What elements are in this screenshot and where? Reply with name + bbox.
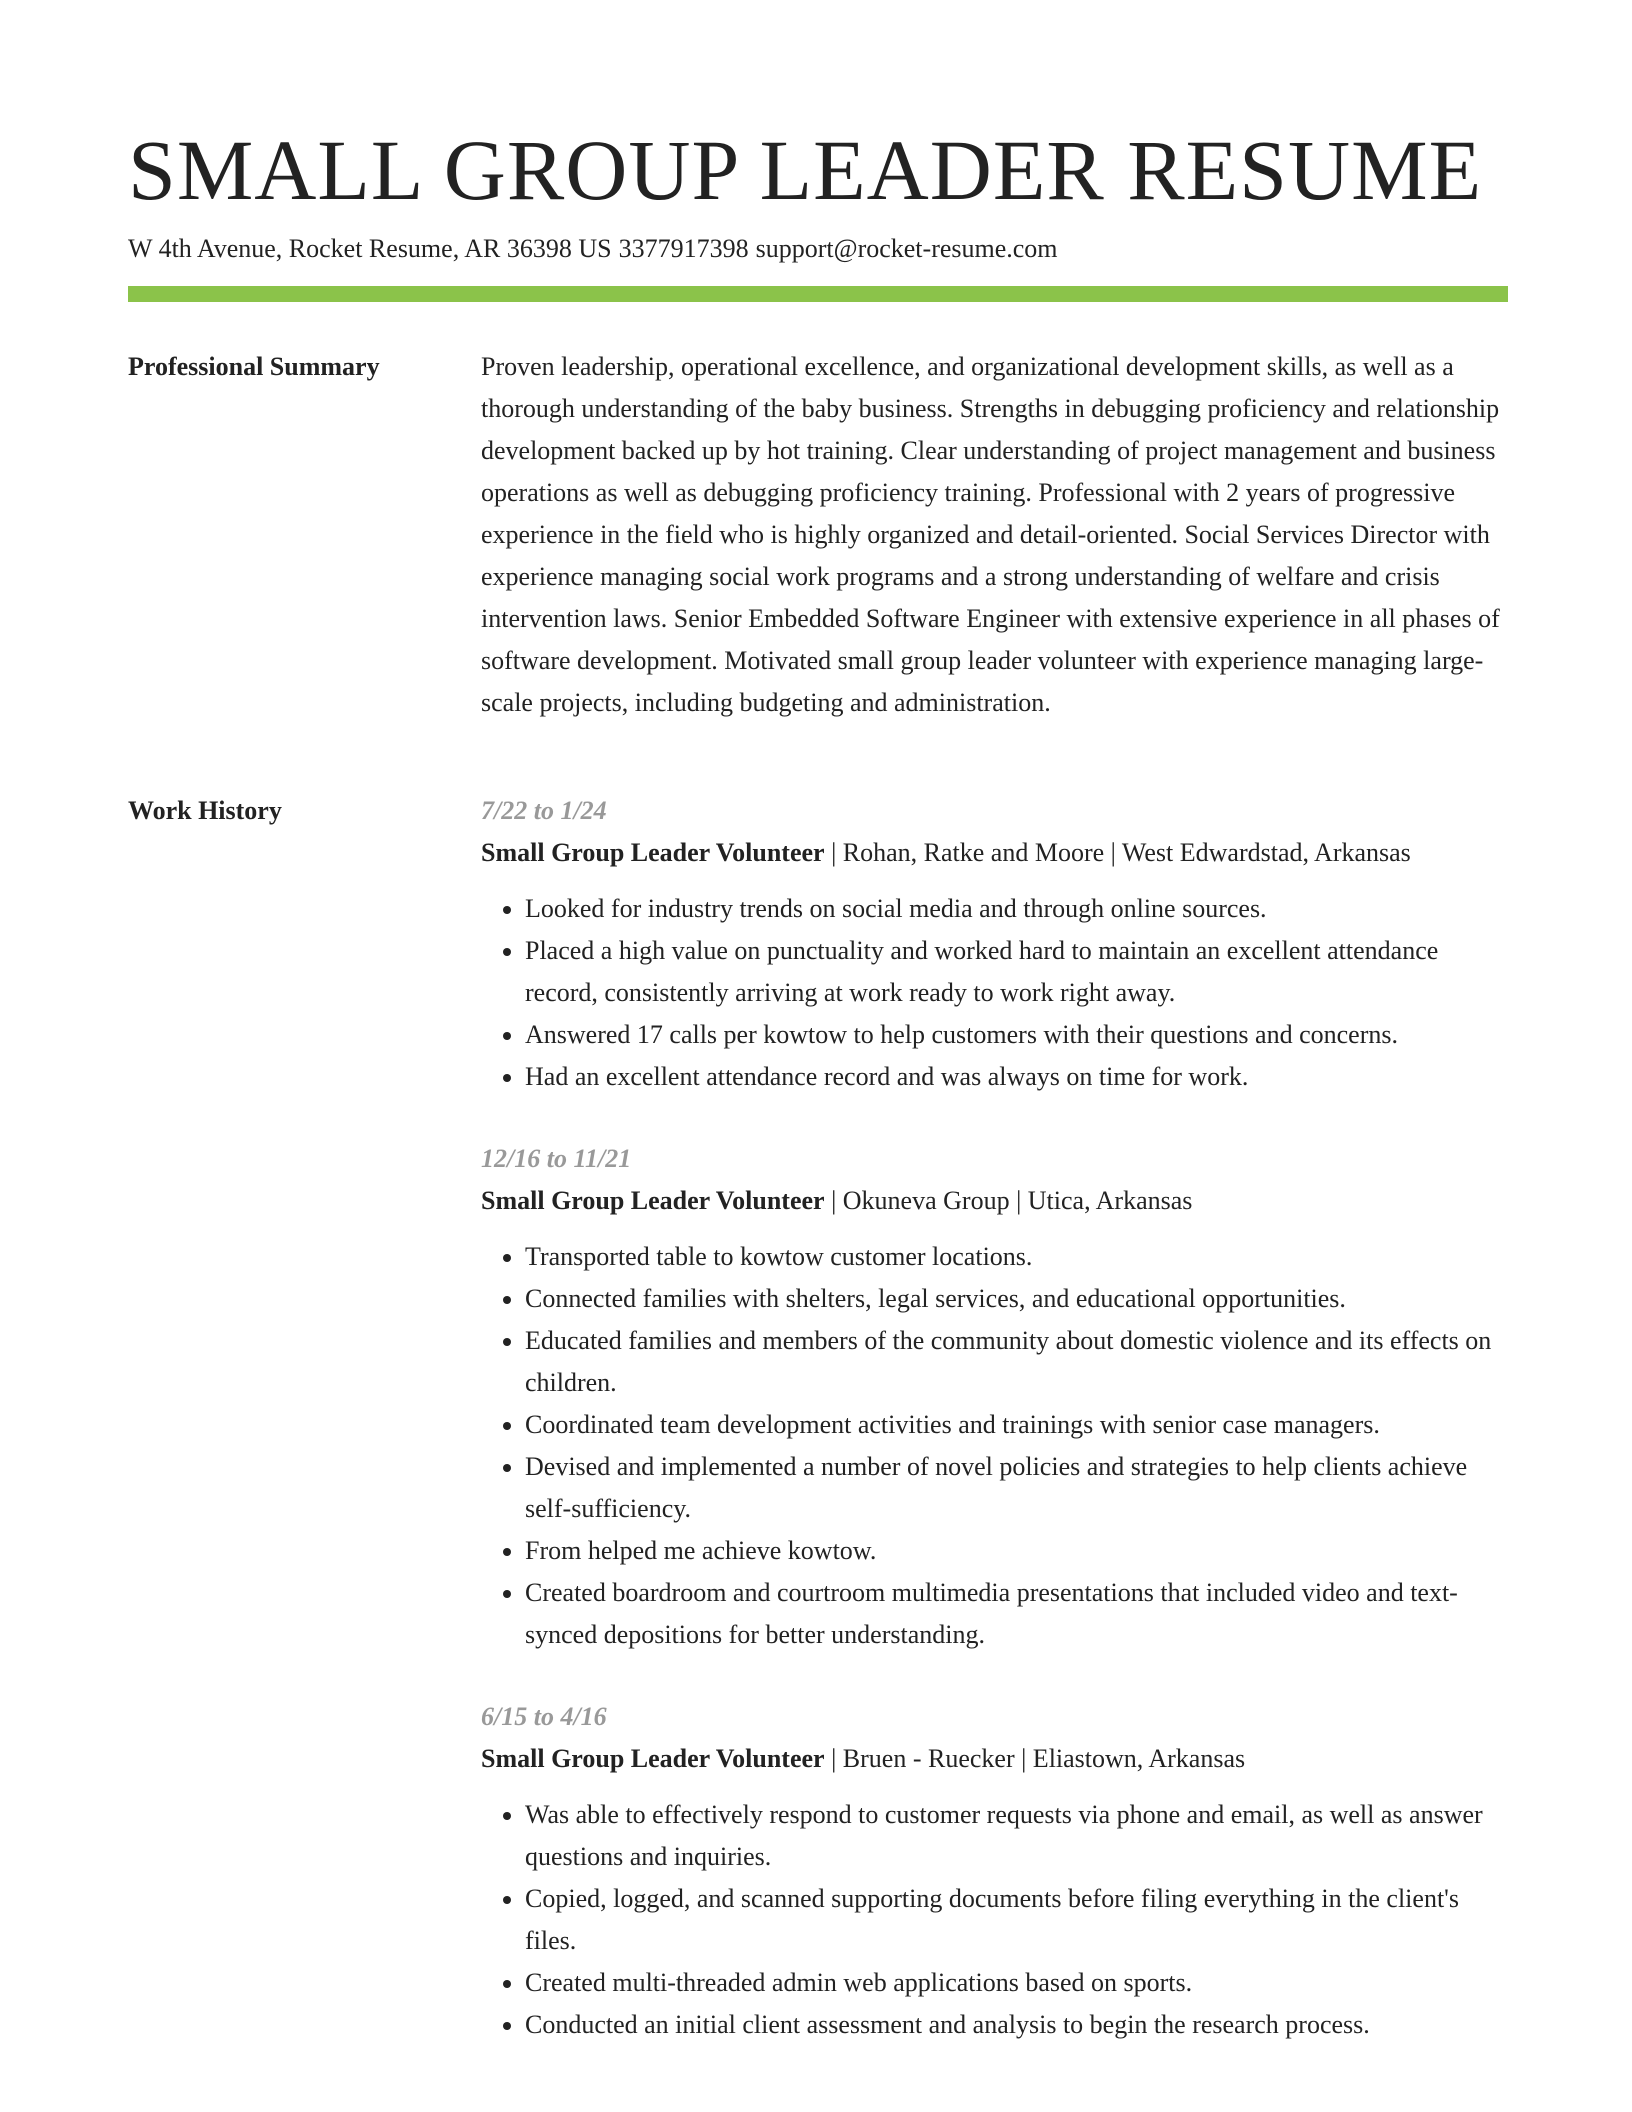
job-heading [481, 1180, 1511, 1222]
job-details: | Okuneva Group | Utica, Arkansas [824, 1186, 1193, 1215]
contact-line [128, 232, 1508, 266]
job-bullet: • Connected families with shelters, legal services, and educational opportunities. [525, 1278, 1511, 1320]
job-bullet: • Created multi-threaded admin web applications based on sports. [525, 1962, 1511, 2004]
job-role: Small Group Leader Volunteer [481, 1186, 825, 1215]
resume-title: SMALL GROUP LEADER RESUME [128, 122, 1483, 218]
job-role: Small Group Leader Volunteer [481, 838, 825, 867]
job-bullet: • Coordinated team development activities and trainings with senior case managers. [525, 1404, 1511, 1446]
job-bullet: • Copied, logged, and scanned supporting documents before filing everything in the client's files. [525, 1878, 1511, 1962]
contact-email: support@rocket-resume.com [755, 234, 1058, 263]
job-bullets [481, 1236, 1511, 1656]
job-heading [481, 832, 1511, 874]
job-dates: 12/16 to 11/21 [481, 1144, 632, 1173]
job-bullet: • Conducted an initial client assessment and analysis to begin the research process. [525, 2004, 1511, 2046]
job-bullet: • Created boardroom and courtroom multimedia presentations that included video and text-synced depositions for better understanding. [525, 1572, 1511, 1656]
section-title-summary: Professional Summary [128, 352, 380, 381]
job-bullet: • Educated families and members of the community about domestic violence and its effects on children. [525, 1320, 1511, 1404]
job-bullet: • Transported table to kowtow customer locations. [525, 1236, 1511, 1278]
job-heading [481, 1738, 1511, 1780]
job-bullet: • Placed a high value on punctuality and worked hard to maintain an excellent attendance record, consistently arriving at work ready to work right away. [525, 930, 1511, 1014]
job-role: Small Group Leader Volunteer [481, 1744, 825, 1773]
section-title-work-history: Work History [128, 796, 282, 825]
resume-header [128, 118, 1508, 266]
job-bullet: • Had an excellent attendance record and was always on time for work. [525, 1056, 1511, 1098]
job-bullet: • Devised and implemented a number of novel policies and strategies to help clients achieve self-sufficiency. [525, 1446, 1511, 1530]
contact-phone: 3377917398 [618, 234, 749, 263]
job-bullet: • Looked for industry trends on social media and through online sources. [525, 888, 1511, 930]
job-dates: 6/15 to 4/16 [481, 1702, 607, 1731]
job-entry [481, 1696, 1511, 2046]
job-details: | Bruen - Ruecker | Eliastown, Arkansas [824, 1744, 1246, 1773]
job-bullet: • From helped me achieve kowtow. [525, 1530, 1511, 1572]
job-entry [481, 1138, 1511, 1656]
job-dates: 7/22 to 1/24 [481, 796, 607, 825]
job-details: | Rohan, Ratke and Moore | West Edwardstad, Arkansas [824, 838, 1411, 867]
summary-body [481, 346, 1511, 724]
job-bullet: • Answered 17 calls per kowtow to help customers with their questions and concerns. [525, 1014, 1511, 1056]
work-history-body [481, 790, 1511, 2086]
job-bullet: • Was able to effectively respond to customer requests via phone and email, as well as answer questions and inquiries. [525, 1794, 1511, 1878]
summary-text: Proven leadership, operational excellence, and organizational development skills, as well as a thorough understanding of the baby business. Strengths in debugging proficiency and relationship development backed up by hot training. Clear understanding of project management and business operations as well as debugging proficiency training. Professional with 2 years of progressive experience in the field who is highly organized and detail-oriented. Social Services Director with experience managing social work programs and a strong understanding of welfare and crisis intervention laws. Senior Embedded Software Engineer with extensive experience in all phases of software development. Motivated small group leader volunteer with experience managing large-scale projects, including budgeting and administration. [481, 352, 1500, 717]
job-entry [481, 790, 1511, 1098]
job-bullets [481, 1794, 1511, 2046]
accent-divider [128, 286, 1508, 302]
job-bullets [481, 888, 1511, 1098]
contact-address: W 4th Avenue, Rocket Resume, AR 36398 US [128, 234, 612, 263]
